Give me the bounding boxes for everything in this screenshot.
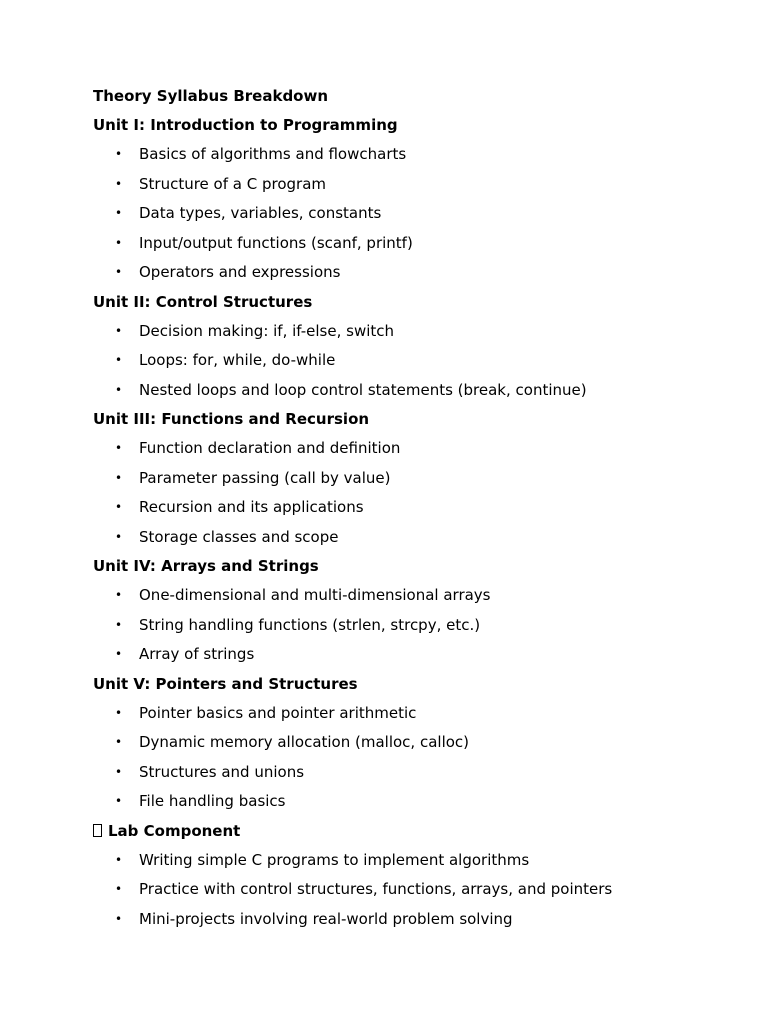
lab-item-list <box>93 850 733 939</box>
list-item <box>93 350 733 380</box>
list-item <box>93 879 733 909</box>
bullet-icon: • <box>115 852 123 867</box>
list-item <box>93 703 733 733</box>
list-item-text: Practice with control structures, functions, arrays, and pointers <box>139 880 613 898</box>
unit-item-list <box>93 144 733 292</box>
list-item-text: Basics of algorithms and flowcharts <box>139 145 407 163</box>
bullet-icon: • <box>115 323 123 338</box>
list-item-text: Array of strings <box>139 645 255 663</box>
document-title: Theory Syllabus Breakdown <box>93 87 329 105</box>
list-item <box>93 144 733 174</box>
bullet-icon: • <box>115 764 123 779</box>
list-item-text: Pointer basics and pointer arithmetic <box>139 703 417 722</box>
list-item <box>93 850 733 880</box>
list-item <box>93 321 733 351</box>
bullet-icon: • <box>115 529 123 544</box>
list-item-text: Decision making: if, if-else, switch <box>139 321 395 340</box>
bullet-icon: • <box>115 882 123 896</box>
bullet-icon: • <box>115 705 123 720</box>
bullet-icon: • <box>115 353 123 367</box>
list-item-text: Nested loops and loop control statements (break, continue) <box>139 380 587 399</box>
list-item-text: Function declaration and definition <box>139 439 401 457</box>
unit-section <box>93 556 733 674</box>
bullet-icon: • <box>115 441 123 455</box>
unit-item-list <box>93 438 733 556</box>
lab-heading <box>93 821 733 850</box>
list-item-text: Recursion and its applications <box>139 498 364 516</box>
list-item-text: Input/output functions (scanf, printf) <box>139 233 413 252</box>
list-item <box>93 468 733 498</box>
lab-heading-text: Lab Component <box>108 821 241 840</box>
unit-heading: Unit I: Introduction to Programming <box>93 116 398 134</box>
bullet-icon: • <box>115 470 123 485</box>
list-item-text: Structure of a C program <box>139 174 327 193</box>
list-item-text: File handling basics <box>139 792 286 810</box>
list-item-text: Parameter passing (call by value) <box>139 468 391 487</box>
unit-item-list <box>93 321 733 410</box>
lab-section <box>93 821 733 939</box>
list-item <box>93 233 733 263</box>
bullet-icon: • <box>115 911 123 926</box>
list-item-text: One-dimensional and multi-dimensional arrays <box>139 586 491 604</box>
list-item-text: Storage classes and scope <box>139 527 339 546</box>
unit-section <box>93 115 733 292</box>
list-item <box>93 909 733 939</box>
list-item-text: Dynamic memory allocation (malloc, calloc) <box>139 733 470 751</box>
bullet-icon: • <box>115 176 123 191</box>
list-item <box>93 174 733 204</box>
unit-section <box>93 674 733 821</box>
list-item <box>93 438 733 468</box>
list-item-text: Loops: for, while, do-while <box>139 351 336 369</box>
list-item <box>93 203 733 233</box>
bullet-icon: • <box>115 588 123 602</box>
list-item-text: Writing simple C programs to implement algorithms <box>139 850 530 869</box>
unit-item-list <box>93 585 733 674</box>
bullet-icon: • <box>115 617 123 632</box>
list-item <box>93 497 733 527</box>
document-page <box>93 86 733 938</box>
list-item <box>93 380 733 410</box>
unit-section <box>93 292 733 410</box>
list-item-text: Data types, variables, constants <box>139 204 382 222</box>
list-item <box>93 262 733 292</box>
unit-heading: Unit IV: Arrays and Strings <box>93 557 319 575</box>
unit-item-list <box>93 703 733 821</box>
list-item-text: Operators and expressions <box>139 263 341 281</box>
unit-heading: Unit V: Pointers and Structures <box>93 674 358 693</box>
bullet-icon: • <box>115 206 123 220</box>
bullet-icon: • <box>115 265 123 279</box>
bullet-icon: • <box>115 147 123 161</box>
list-item <box>93 791 733 821</box>
bullet-icon: • <box>115 382 123 397</box>
unit-heading: Unit II: Control Structures <box>93 292 313 311</box>
list-item <box>93 615 733 645</box>
list-item <box>93 732 733 762</box>
bullet-icon: • <box>115 235 123 250</box>
list-item <box>93 585 733 615</box>
bullet-icon: • <box>115 500 123 514</box>
list-item <box>93 527 733 557</box>
bullet-icon: • <box>115 647 123 661</box>
list-item-text: Mini-projects involving real-world problem solving <box>139 909 513 928</box>
missing-glyph-icon <box>93 824 102 837</box>
unit-heading: Unit III: Functions and Recursion <box>93 410 370 428</box>
list-item <box>93 644 733 674</box>
list-item <box>93 762 733 792</box>
bullet-icon: • <box>115 735 123 749</box>
unit-section <box>93 409 733 556</box>
list-item-text: Structures and unions <box>139 762 305 781</box>
bullet-icon: • <box>115 794 123 808</box>
list-item-text: String handling functions (strlen, strcpy, etc.) <box>139 615 481 634</box>
